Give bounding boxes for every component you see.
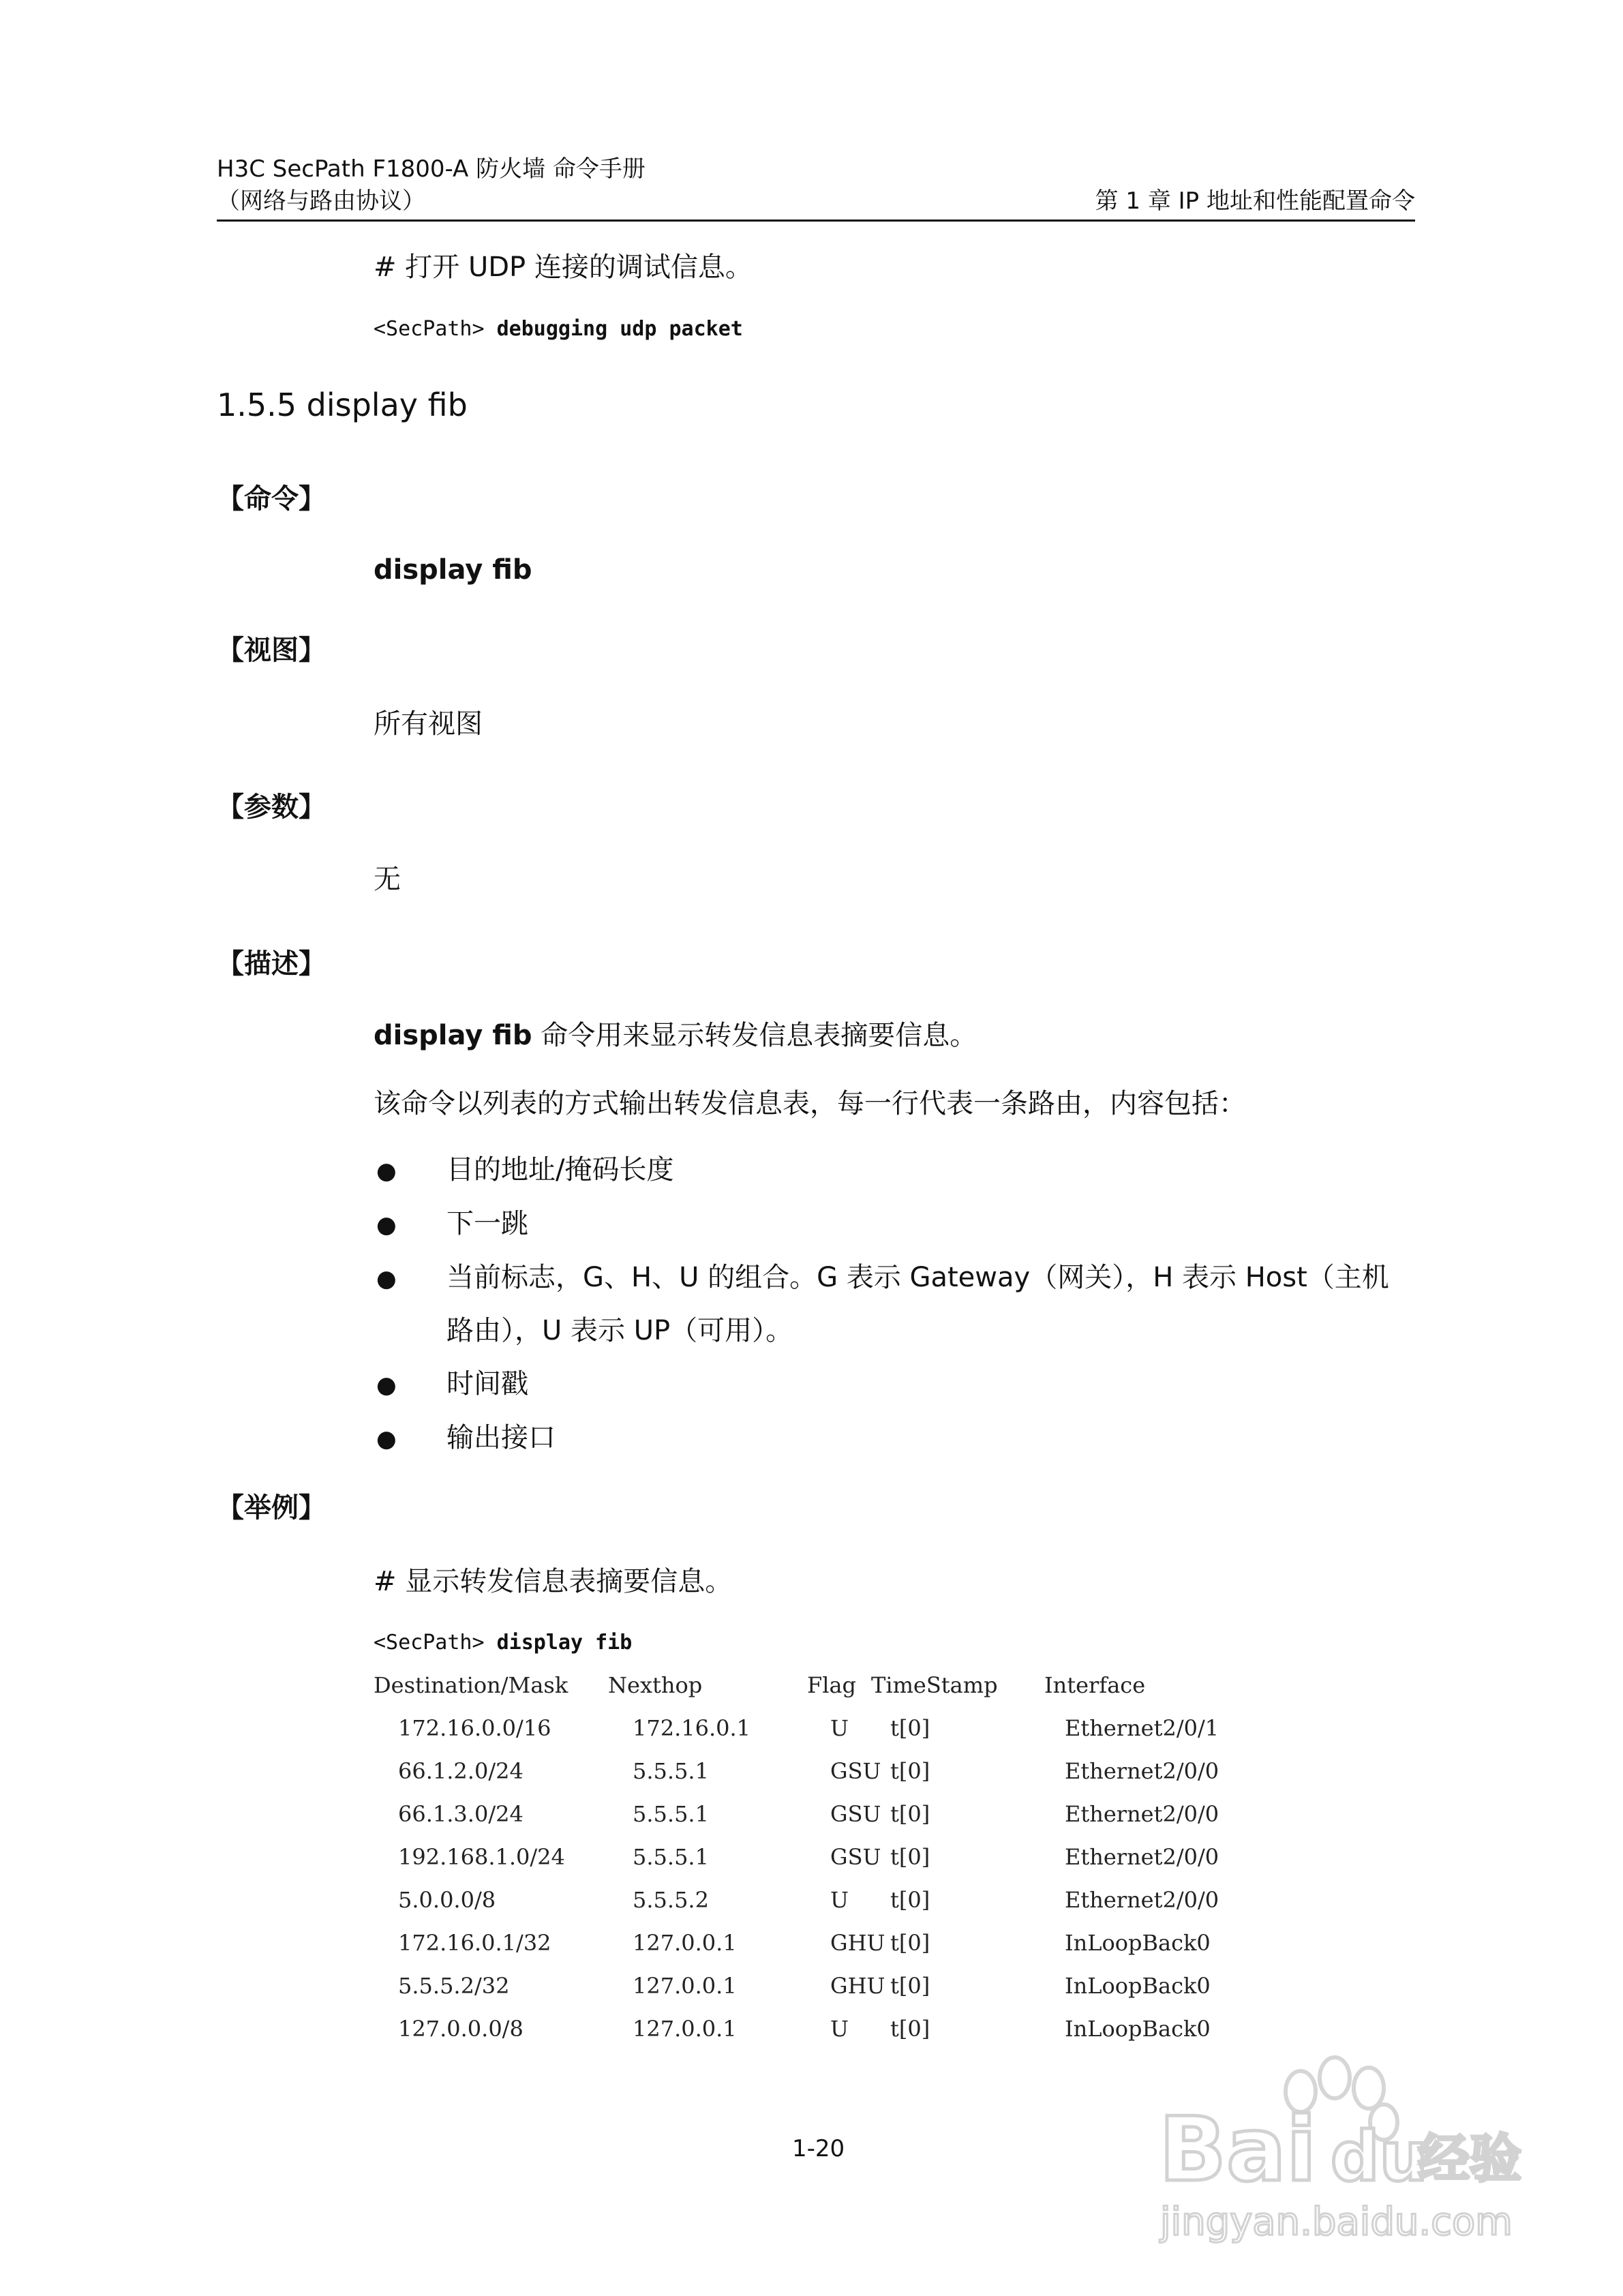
row-destination: 5.5.5.2/32 (398, 1973, 510, 1999)
row-timestamp: t[0] (890, 2016, 930, 2042)
bullet-item-continuation: 路由），U 表示 UP（可用）。 (446, 1315, 793, 1346)
intro-code (374, 316, 743, 343)
col-timestamp: TimeStamp (871, 1672, 998, 1698)
label-view: 【视图】 (217, 635, 326, 666)
row-flag: GSU (830, 1758, 881, 1784)
row-interface: InLoopBack0 (1065, 1930, 1211, 1956)
section-title: 1.5.5 display fib (217, 387, 468, 423)
row-flag: GSU (830, 1801, 881, 1827)
row-nexthop: 5.5.5.1 (633, 1758, 709, 1784)
command-text: display fib (374, 554, 532, 586)
row-interface: InLoopBack0 (1065, 2016, 1211, 2042)
row-destination: 5.0.0.0/8 (398, 1887, 496, 1913)
row-nexthop: 172.16.0.1 (633, 1715, 751, 1741)
col-flag: Flag (807, 1672, 856, 1698)
row-interface: Ethernet2/0/0 (1065, 1844, 1219, 1870)
baidu-jingyan-watermark (1152, 2051, 1534, 2248)
label-example: 【举例】 (217, 1492, 326, 1524)
intro-comment: # 打开 UDP 连接的调试信息。 (374, 252, 753, 283)
row-flag: U (830, 1715, 849, 1741)
bullet-item: 下一跳 (446, 1208, 528, 1239)
row-interface: Ethernet2/0/1 (1065, 1715, 1219, 1741)
label-params: 【参数】 (217, 791, 326, 823)
row-interface: Ethernet2/0/0 (1065, 1758, 1219, 1784)
row-timestamp: t[0] (890, 1844, 930, 1870)
header-rule (217, 220, 1415, 222)
row-nexthop: 127.0.0.1 (633, 1930, 737, 1956)
description-cmd: display fib (374, 1020, 532, 1051)
row-destination: 66.1.3.0/24 (398, 1801, 524, 1827)
example-code (374, 1629, 632, 1657)
example-prompt: <SecPath> (374, 1631, 485, 1655)
row-timestamp: t[0] (890, 1930, 930, 1956)
row-destination: 172.16.0.1/32 (398, 1930, 551, 1956)
intro-prompt: <SecPath> (374, 317, 485, 341)
label-command: 【命令】 (217, 483, 326, 515)
description-line1-rest: 命令用来显示转发信息表摘要信息。 (532, 1020, 977, 1051)
header-chapter: 第 1 章 IP 地址和性能配置命令 (1095, 187, 1415, 215)
row-interface: Ethernet2/0/0 (1065, 1887, 1219, 1913)
row-nexthop: 127.0.0.1 (633, 1973, 737, 1999)
col-destination: Destination/Mask (374, 1672, 568, 1698)
bullet-item: 时间戳 (446, 1368, 528, 1400)
row-timestamp: t[0] (890, 1973, 930, 1999)
intro-command: debugging udp packet (496, 317, 743, 341)
description-line1 (374, 1019, 977, 1052)
bullet-dot: ● (376, 1211, 397, 1239)
header-subtitle: （网络与路由协议） (217, 187, 425, 215)
row-timestamp: t[0] (890, 1758, 930, 1784)
row-flag: U (830, 1887, 849, 1913)
row-nexthop: 5.5.5.1 (633, 1844, 709, 1870)
watermark-graphic (1152, 2051, 1534, 2248)
row-interface: InLoopBack0 (1065, 1973, 1211, 1999)
label-description: 【描述】 (217, 948, 326, 980)
bullet-item: 当前标志，G、H、U 的组合。G 表示 Gateway（网关），H 表示 Host（主机 (446, 1262, 1389, 1293)
row-destination: 66.1.2.0/24 (398, 1758, 524, 1784)
description-line2: 该命令以列表的方式输出转发信息表，每一行代表一条路由，内容包括： (374, 1088, 1246, 1119)
row-nexthop: 127.0.0.1 (633, 2016, 737, 2042)
row-timestamp: t[0] (890, 1715, 930, 1741)
svg-text:jingyan.baidu.com: jingyan.baidu.com (1160, 2200, 1513, 2244)
row-destination: 172.16.0.0/16 (398, 1715, 551, 1741)
row-nexthop: 5.5.5.2 (633, 1887, 709, 1913)
example-command: display fib (496, 1631, 633, 1655)
row-nexthop: 5.5.5.1 (633, 1801, 709, 1827)
bullet-item: 目的地址/掩码长度 (446, 1154, 674, 1185)
svg-text:Bai: Bai (1159, 2098, 1317, 2201)
row-timestamp: t[0] (890, 1887, 930, 1913)
col-nexthop: Nexthop (608, 1672, 703, 1698)
params-text: 无 (374, 864, 401, 895)
col-interface: Interface (1044, 1672, 1146, 1698)
header-title: H3C SecPath F1800-A 防火墙 命令手册 (217, 155, 646, 183)
bullet-dot: ● (376, 1265, 397, 1293)
bullet-dot: ● (376, 1425, 397, 1453)
row-interface: Ethernet2/0/0 (1065, 1801, 1219, 1827)
bullet-item: 输出接口 (446, 1422, 556, 1453)
row-destination: 127.0.0.0/8 (398, 2016, 524, 2042)
bullet-dot: ● (376, 1372, 397, 1399)
row-timestamp: t[0] (890, 1801, 930, 1827)
row-flag: GHU (830, 1930, 885, 1956)
row-flag: GHU (830, 1973, 885, 1999)
view-text: 所有视图 (374, 708, 483, 740)
svg-text:du: du (1331, 2117, 1428, 2196)
row-destination: 192.168.1.0/24 (398, 1844, 565, 1870)
row-flag: U (830, 2016, 849, 2042)
example-comment: # 显示转发信息表摘要信息。 (374, 1566, 733, 1597)
row-flag: GSU (830, 1844, 881, 1870)
page-number: 1-20 (792, 2135, 845, 2162)
bullet-dot: ● (376, 1158, 397, 1185)
svg-text:经验: 经验 (1418, 2128, 1521, 2189)
